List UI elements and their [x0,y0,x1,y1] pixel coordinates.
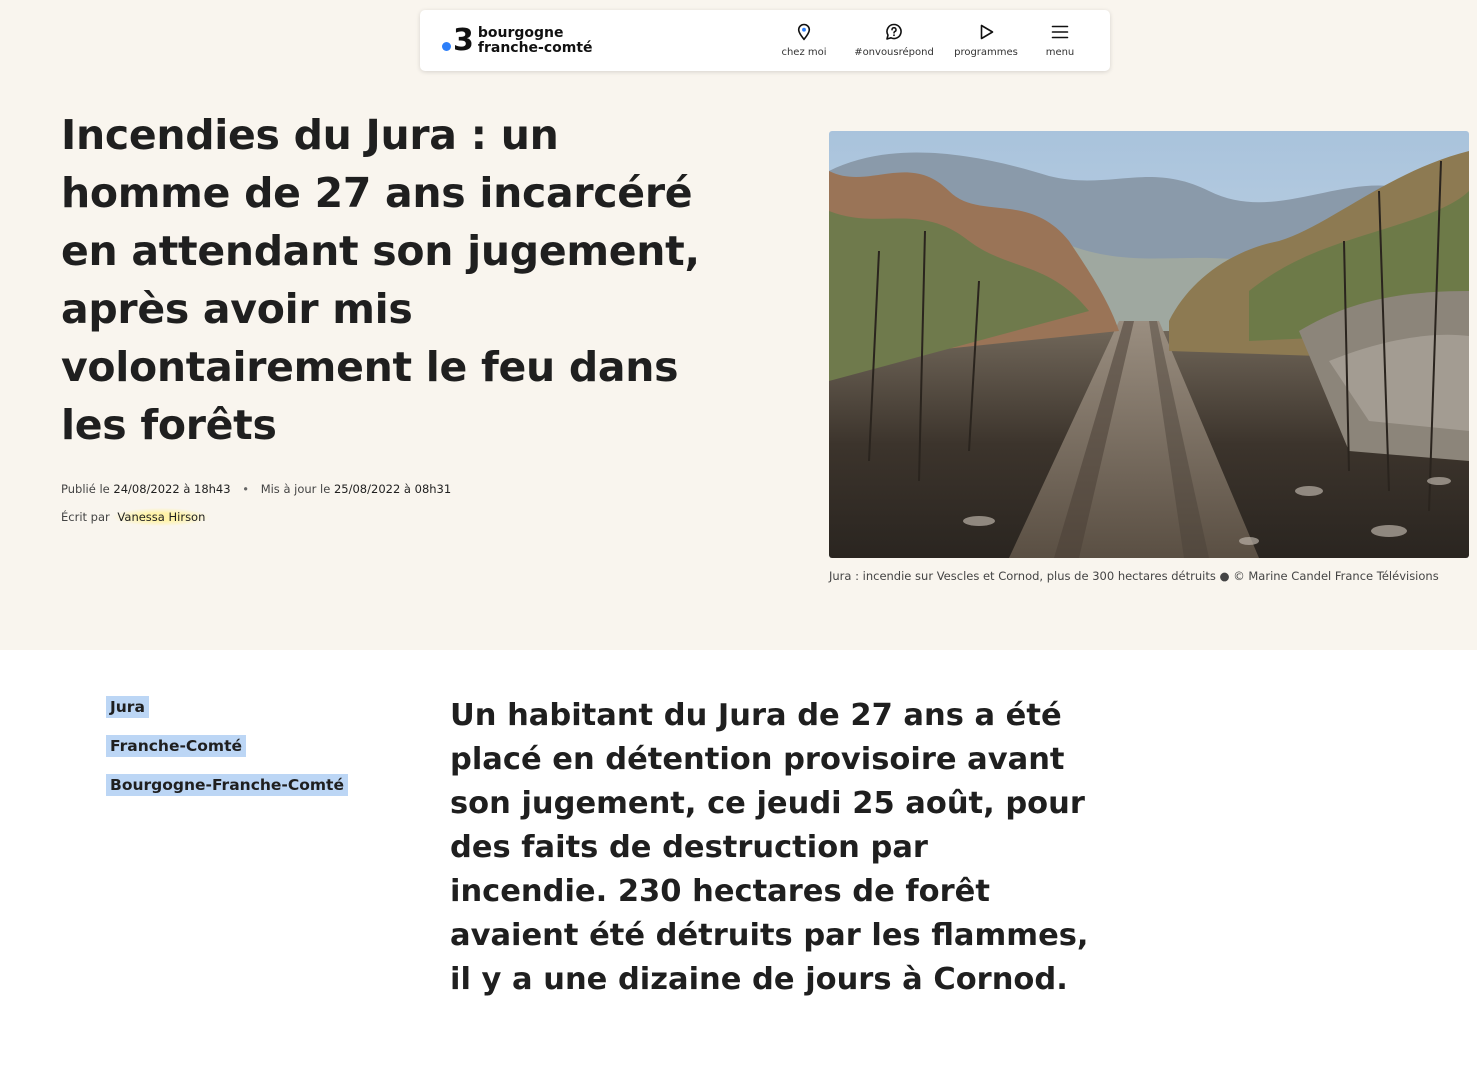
logo-dot [442,42,451,51]
caption-separator: ● [1219,569,1230,583]
logo-number: 3 [453,23,474,58]
logo-line-1: bourgogne [477,25,564,41]
caption-text: Jura : incendie sur Vescles et Cornod, plus de 300 hectares détruits [829,569,1216,583]
updated-prefix: Mis à jour le [260,482,331,496]
top-navigation-bar [420,10,1110,71]
author-prefix: Écrit par [61,510,110,524]
nav-menu-label: menu [1045,47,1075,58]
location-pin-icon [794,22,814,42]
published-date: 24/08/2022 à 18h43 [113,482,231,496]
logo-line-2: franche-comté [477,40,593,56]
publication-meta [61,482,451,496]
nav-programmes-label: programmes [954,47,1018,58]
play-icon [976,22,996,42]
tag-bourgogne-franche-comte[interactable]: Bourgogne-Franche-Comté [106,774,348,796]
nav-chez-moi-label: chez moi [781,47,827,58]
published-prefix: Publié le [61,482,110,496]
tag-jura[interactable]: Jura [106,696,149,718]
article-hero-image [829,131,1469,558]
article-lead: Un habitant du Jura de 27 ans a été placé en détention provisoire avant son jugement, ce jeudi 25 août, pour des faits de destruction par incendie. 230 hectares de forêt avaient été détruits par les flammes, il y a une dizaine de jours à Cornod. [450,698,1089,997]
author-link[interactable]: Vanessa Hirson [113,508,209,526]
image-credit: © Marine Candel France Télévisions [1233,569,1439,583]
burnt-forest-path-photo [829,131,1469,558]
tag-franche-comte[interactable]: Franche-Comté [106,735,246,757]
meta-separator: • [242,482,250,496]
nav-onvousrepond[interactable] [852,22,936,62]
image-caption [829,569,1469,583]
author-line [61,510,209,524]
logo-text [478,26,593,56]
nav-chez-moi[interactable] [782,22,826,62]
hamburger-menu-icon [1050,22,1070,42]
nav-menu[interactable] [1040,22,1080,62]
nav-onvousrepond-label: #onvousrépond [854,47,934,58]
question-bubble-icon [884,22,904,42]
tag-list [106,696,348,813]
updated-date: 25/08/2022 à 08h31 [333,482,452,496]
site-logo[interactable] [442,23,593,59]
article-headline: Incendies du Jura : un homme de 27 ans incarcéré en attendant son jugement, après avoir mis volontairement le feu dans les forêts [61,111,700,449]
nav-programmes[interactable] [952,22,1020,62]
